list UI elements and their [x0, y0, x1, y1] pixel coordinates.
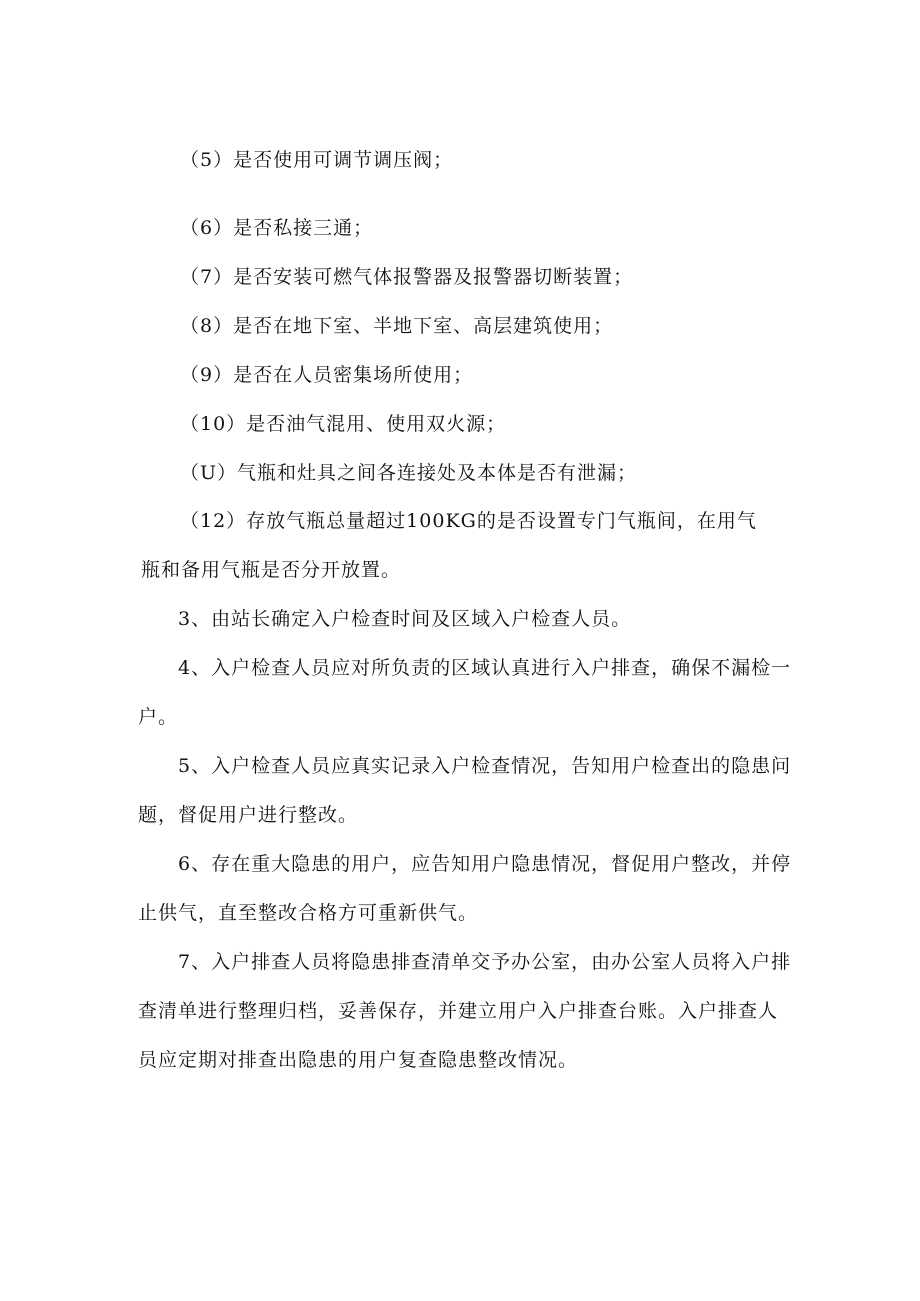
- paragraph-5-continued: 题，督促用户进行整改。: [138, 804, 359, 826]
- paragraph-6: 6、存在重大隐患的用户，应告知用户隐患情况，督促用户整改，并停: [178, 853, 792, 875]
- paragraph-3: 3、由站长确定入户检查时间及区域入户检查人员。: [178, 608, 632, 630]
- item-8: （8）是否在地下室、半地下室、高层建筑使用；: [180, 315, 614, 337]
- paragraph-4-continued: 户。: [138, 706, 179, 728]
- paragraph-6-continued: 止供气，直至整改合格方可重新供气。: [138, 902, 479, 924]
- item-11: （U）气瓶和灶具之间各连接处及本体是否有泄漏；: [180, 462, 638, 484]
- item-9: （9）是否在人员密集场所使用；: [180, 364, 474, 386]
- paragraph-7: 7、入户排查人员将隐患排查清单交予办公室，由办公室人员将入户排: [178, 951, 792, 973]
- item-7: （7）是否安装可燃气体报警器及报警器切断装置；: [180, 266, 634, 288]
- paragraph-7-continued-2: 员应定期对排查出隐患的用户复查隐患整改情况。: [138, 1049, 579, 1071]
- paragraph-4: 4、入户检查人员应对所负责的区域认真进行入户排查，确保不漏检一: [178, 657, 792, 679]
- paragraph-5: 5、入户检查人员应真实记录入户检查情况，告知用户检查出的隐患问: [178, 755, 792, 777]
- item-6: （6）是否私接三通；: [180, 217, 374, 239]
- item-12: （12）存放气瓶总量超过100KG的是否设置专门气瓶间，在用气: [180, 510, 757, 532]
- item-5: （5）是否使用可调节调压阀；: [180, 149, 454, 171]
- paragraph-7-continued-1: 查清单进行整理归档，妥善保存，并建立用户入户排查台账。入户排查人: [138, 1000, 779, 1022]
- item-10: （10）是否油气混用、使用双火源；: [180, 413, 507, 435]
- item-12-continued: 瓶和备用气瓶是否分开放置。: [141, 559, 402, 581]
